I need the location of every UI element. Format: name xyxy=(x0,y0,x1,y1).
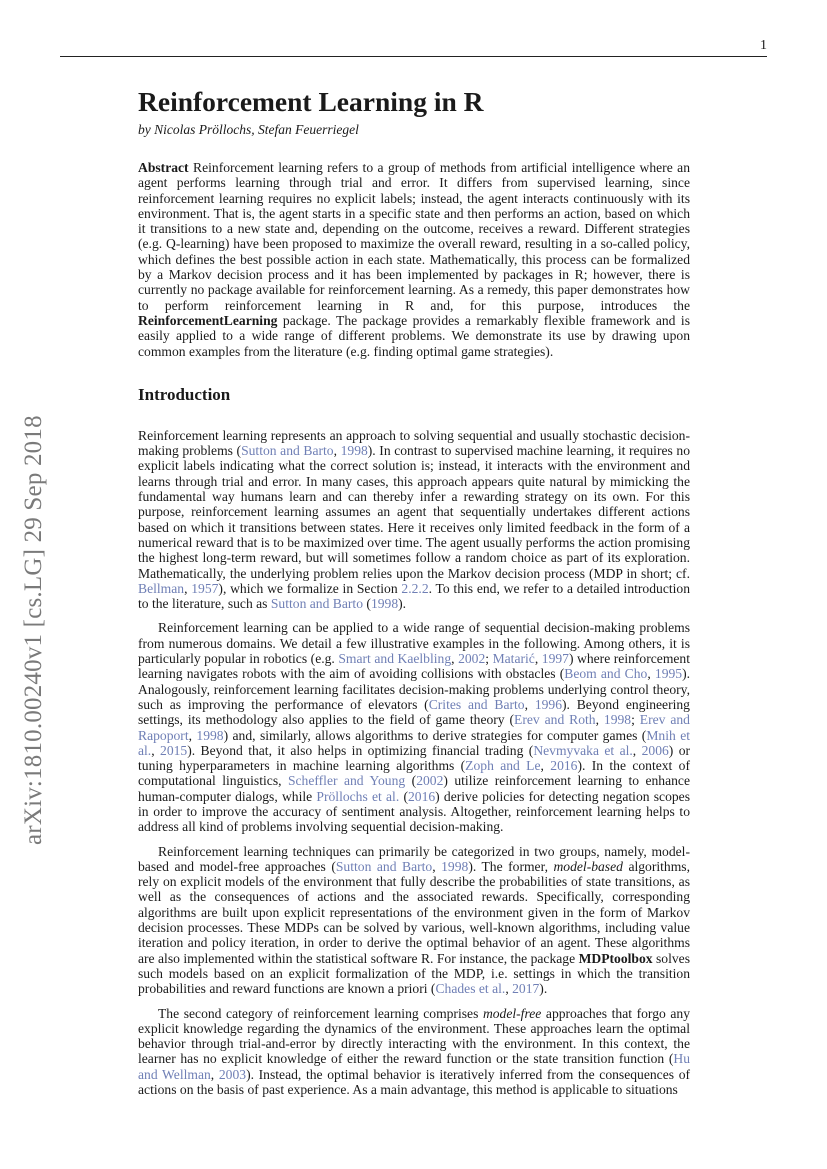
citation-link[interactable]: 1998 xyxy=(340,443,368,459)
paragraph-4: The second category of reinforcement learning comprises model-free approaches that forgo any explicit knowledge regarding the dynamics of the environment. These approaches learn the optimal behavior through trial-and-error by directly interacting with the environment. In this context, the learner has no explicit knowledge of either the reward function or the state transition function (Hu and Wellman, 2003). Instead, the optimal behavior is iteratively inferred from the consequences of actions on the basis of past experience. As a main advantage, this method is applicable to situations xyxy=(138,1005,691,1098)
package-name: MDPtoolbox xyxy=(578,950,653,966)
citation-link[interactable]: Matarić xyxy=(492,651,535,667)
citation-link[interactable]: Hu and Wellman xyxy=(138,1051,690,1082)
citation-link[interactable]: Smart and Kaelbling xyxy=(338,651,452,667)
citation-link[interactable]: 1998 xyxy=(196,727,224,743)
abstract: Abstract Reinforcement learning refers to a group of methods from artificial intelligence where an agent performs learning through trial and error. It differs from supervised learning, since reinforcement learning requires no explicit labels; instead, the agent interacts continuously with its environment. That is, the agent starts in a specific state and then performs an action, based on which it transitions to a new state and, depending on the outcome, receives a reward. Different strategies (e.g. Q-learning) have been proposed to maximize the overall reward, resulting in a so-called policy, which defines the best possible action in each state. Mathematically, this process can be formalized by a Markov decision process and it has been implemented by packages in R; however, there is currently no package available for reinforcement learning. As a remedy, this paper demonstrates how to perform reinforcement learning in R and, for this purpose, introduces the ReinforcementLearning package. The package provides a remarkably flexible framework and is easily applied to a wide range of different problems. We demonstrate its use by drawing upon common examples from the literature (e.g. finding optimal game strategies). xyxy=(138,160,690,359)
citation-link[interactable]: Nevmyvaka et al. xyxy=(533,742,633,758)
citation-link[interactable]: 1998 xyxy=(370,596,399,612)
citation-link[interactable]: 2003 xyxy=(218,1066,247,1082)
citation-link[interactable]: Erev and Roth xyxy=(514,712,596,728)
citation-link[interactable]: Scheffler and Young xyxy=(287,773,406,789)
emphasis: model-based xyxy=(553,858,623,874)
citation-link[interactable]: Pröllochs et al. xyxy=(316,788,400,804)
citation-link[interactable]: Sutton and Barto xyxy=(270,596,364,612)
citation-link[interactable]: 1998 xyxy=(441,858,469,874)
paper-title: Reinforcement Learning in R xyxy=(138,86,484,117)
citation-link[interactable]: 2002 xyxy=(416,773,444,789)
citation-link[interactable]: Sutton and Barto xyxy=(241,443,334,459)
page-number: 1 xyxy=(760,38,767,53)
page-content xyxy=(138,84,690,1097)
emphasis: model-free xyxy=(482,1005,542,1021)
citation-link[interactable]: 2002 xyxy=(458,651,486,667)
authors: by Nicolas Pröllochs, Stefan Feuerriegel xyxy=(138,122,359,137)
citation-link[interactable]: Chades et al. xyxy=(435,981,506,997)
package-name: ReinforcementLearning xyxy=(138,312,278,328)
citation-link[interactable]: 1957 xyxy=(191,580,219,596)
citation-link[interactable]: Erev and Rapoport xyxy=(138,712,690,743)
citation-link[interactable]: 1995 xyxy=(654,666,683,682)
paragraph-1: Reinforcement learning represents an approach to solving sequential and usually stochastic decision-making problems (Sutton and Barto, 1998). In contrast to supervised machine learning, it requires no explicit labels indicating what the correct solution is; instead, it interacts with the environment and learns through trial and error. In many cases, this approach appears quite natural by mimicking the fundamental way humans learn and can thereby infer a rewarding strategy on its own. For this purpose, reinforcement learning assumes an agent that sequentially undertakes different actions based on which it transitions between states. Here it receives only limited feedback in the form of a numerical reward that is to be maximized over time. The agent usually performs the action promising the highest long-term reward, but will sometimes follow a random choice as part of its exploration. Mathematically, the underlying problem relies upon the Markov decision process (MDP in short; cf. Bellman, 1957), which we formalize in Section 2.2.2. To this end, we refer to a detailed introduction to the literature, such as Sutton and Barto (1998). xyxy=(138,427,691,612)
citation-link[interactable]: 1997 xyxy=(541,651,569,667)
citation-link[interactable]: Bellman xyxy=(138,580,185,596)
paragraph-2: Reinforcement learning can be applied to a wide range of sequential decision-making problems from numerous domains. We detail a few illustrative examples in the following. Among others, it is particularly popular in robotics (e.g. Smart and Kaelbling, 2002; Matarić, 1997) where reinforcement learning navigates robots with the aim of avoiding collisions with obstacles (Beom and Cho, 1995). Analogously, reinforcement learning facilitates decision-making problems underlying control theory, such as improving the performance of elevators (Crites and Barto, 1996). Beyond engineering settings, its methodology also applies to the field of game theory (Erev and Roth, 1998; Erev and Rapoport, 1998) and, similarly, allows algorithms to derive strategies for computer games (Mnih et al., 2015). Beyond that, it also helps in optimizing financial trading (Nevmyvaka et al., 2006) or tuning hyperparameters in machine learning algorithms (Zoph and Le, 2016). In the context of computational linguistics, Scheffler and Young (2002) utilize reinforcement learning to enhance human-computer dialogs, while Pröllochs et al. (2016) derive policies for detecting negation scopes in order to improve the accuracy of sentiment analysis. Altogether, reinforcement learning helps to address all kind of problems involving sequential decision-making. xyxy=(138,620,691,835)
citation-link[interactable]: 2017 xyxy=(512,981,540,997)
citation-link[interactable]: Crites and Barto xyxy=(428,696,525,712)
paragraph-3: Reinforcement learning techniques can primarily be categorized in two groups, namely, model-based and model-free approaches (Sutton and Barto, 1998). The former, model-based algorithms, rely on explicit models of the environment that fully describe the probabilities of state transitions, as well as the consequences of actions and the associated rewards. Specifically, corresponding algorithms are built upon explicit representations of the environment given in the form of Markov decision processes. These MDPs can be solved by various, well-known algorithms, including value iteration and policy iteration, in order to derive the optimal behavior of an agent. These algorithms are also implemented within the statistical software R. For instance, the package MDPtoolbox solves such models based on an explicit formalization of the MDP, i.e. settings in which the transition probabilities and reward functions are known a priori (Chades et al., 2017). xyxy=(138,843,690,997)
abstract-label: Abstract xyxy=(138,160,189,175)
section-link[interactable]: 2.2.2 xyxy=(401,580,429,596)
citation-link[interactable]: 1996 xyxy=(534,696,562,712)
citation-link[interactable]: 2016 xyxy=(407,788,436,804)
citation-link[interactable]: Mnih et al. xyxy=(138,727,691,758)
citation-link[interactable]: Beom and Cho xyxy=(564,666,648,682)
citation-link[interactable]: Sutton and Barto xyxy=(335,858,433,874)
section-heading: Introduction xyxy=(138,384,231,404)
header-rule xyxy=(60,56,767,57)
citation-link[interactable]: 1998 xyxy=(603,712,632,728)
citation-link[interactable]: 2006 xyxy=(641,742,669,758)
citation-link[interactable]: 2016 xyxy=(550,758,578,774)
arxiv-sidebar-stamp: arXiv:1810.00240v1 [cs.LG] 29 Sep 2018 xyxy=(20,415,47,845)
citation-link[interactable]: Zoph and Le xyxy=(465,758,541,774)
citation-link[interactable]: 2015 xyxy=(160,742,188,758)
